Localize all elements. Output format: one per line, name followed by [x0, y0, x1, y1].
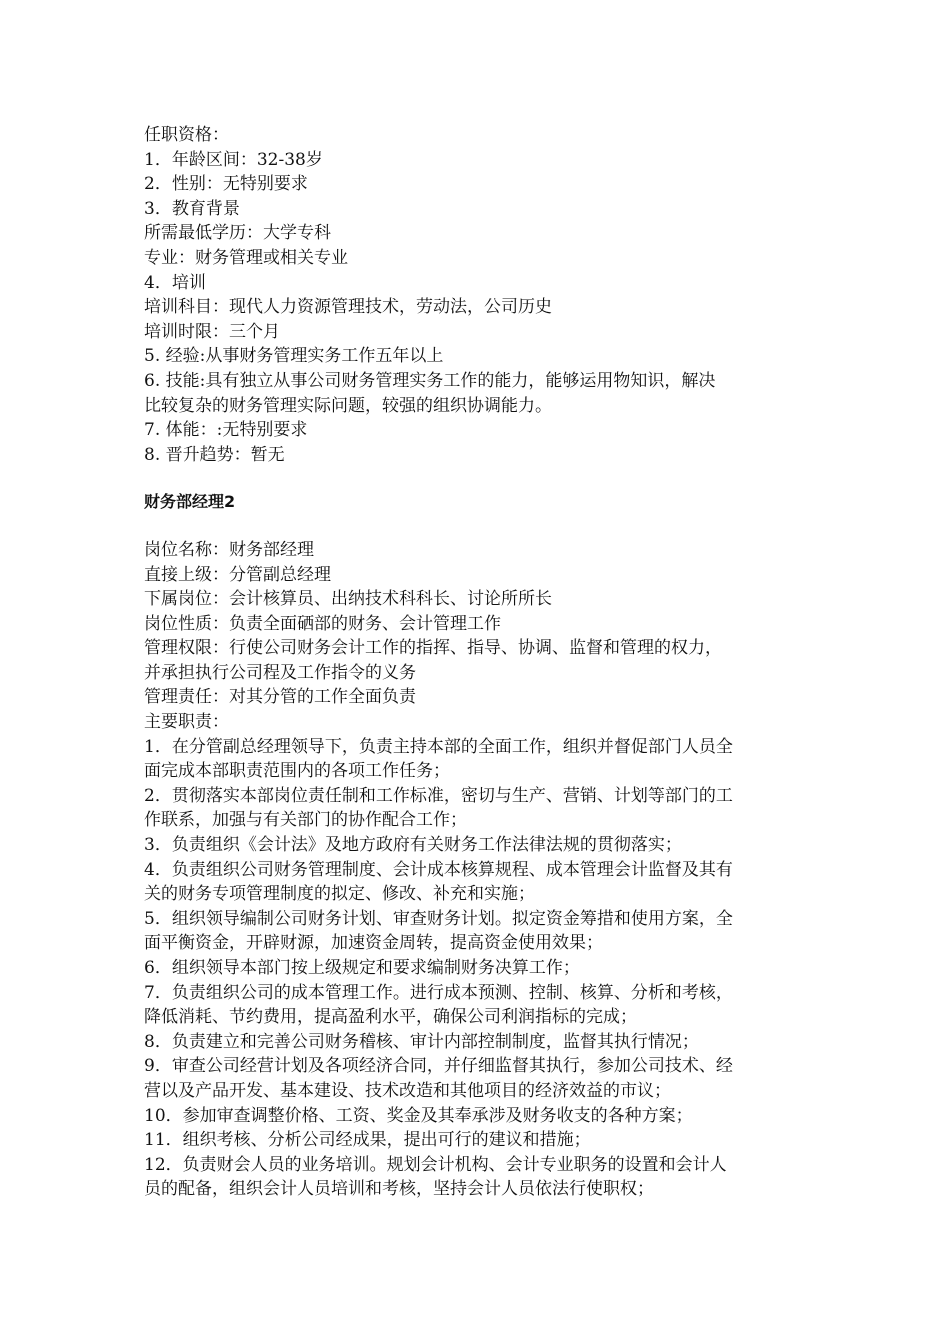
text-line: 培训科目：现代人力资源管理技术，劳动法，公司历史 — [144, 297, 552, 318]
text-line: 1．年龄区间：32-38岁 — [144, 149, 323, 170]
text-line: 2．性别：无特别要求 — [144, 174, 308, 195]
text-line: 7．负责组织公司的成本管理工作。进行成本预测、控制、核算、分析和考核， — [144, 982, 733, 1003]
text-line: 5. 经验:从事财务管理实务工作五年以上 — [144, 346, 444, 367]
text-line: 面完成本部职责范围内的各项工作任务； — [144, 761, 450, 782]
text-line: 作联系，加强与有关部门的协作配合工作； — [144, 810, 467, 831]
text-line: 3．负责组织《会计法》及地方政府有关财务工作法律法规的贯彻落实； — [144, 835, 682, 856]
text-line: 下属岗位：会计核算员、出纳技术科科长、讨论所所长 — [144, 589, 552, 610]
qualifications-block — [144, 123, 814, 467]
text-line: 10．参加审查调整价格、工资、奖金及其奉承涉及财务收支的各种方案； — [144, 1105, 693, 1126]
text-line: 12．负责财会人员的业务培训。规划会计机构、会计专业职务的设置和会计人 — [144, 1154, 727, 1175]
text-line: 主要职责： — [144, 712, 229, 733]
text-line: 并承担执行公司程及工作指令的义务 — [144, 662, 416, 683]
text-line: 8．负责建立和完善公司财务稽核、审计内部控制制度，监督其执行情况； — [144, 1031, 699, 1052]
text-line: 培训时限：三个月 — [144, 321, 280, 342]
text-line: 7. 体能：:无特别要求 — [144, 420, 308, 441]
text-line: 专业：财务管理或相关专业 — [144, 247, 348, 268]
text-line: 8. 晋升趋势：暂无 — [144, 444, 285, 465]
text-line: 11．组织考核、分析公司经成果，提出可行的建议和措施； — [144, 1130, 591, 1151]
text-line: 管理权限：行使公司财务会计工作的指挥、指导、协调、监督和管理的权力， — [144, 638, 722, 659]
text-line: 4．培训 — [144, 272, 206, 293]
text-line: 直接上级：分管副总经理 — [144, 564, 331, 585]
text-line: 员的配备，组织会计人员培训和考核，坚持会计人员依法行使职权； — [144, 1179, 654, 1200]
text-line: 2．贯彻落实本部岗位责任制和工作标准，密切与生产、营销、计划等部门的工 — [144, 785, 733, 806]
text-line: 4．负责组织公司财务管理制度、会计成本核算规程、成本管理会计监督及其有 — [144, 859, 733, 880]
text-line: 5．组织领导编制公司财务计划、审查财务计划。拟定资金筹措和使用方案，全 — [144, 908, 733, 929]
text-line: 营以及产品开发、基本建设、技术改造和其他项目的经济效益的市议； — [144, 1080, 671, 1101]
text-line: 面平衡资金，开辟财源，加速资金周转，提高资金使用效果； — [144, 933, 603, 954]
text-line: 3．教育背景 — [144, 198, 240, 219]
text-line: 管理责任：对其分管的工作全面负责 — [144, 687, 416, 708]
text-line: 9．审查公司经营计划及各项经济合同，并仔细监督其执行，参加公司技术、经 — [144, 1056, 733, 1077]
text-line: 降低消耗、节约费用，提高盈利水平，确保公司利润指标的完成； — [144, 1007, 637, 1028]
text-line: 1．在分管副总经理领导下，负责主持本部的全面工作，组织并督促部门人员全 — [144, 736, 733, 757]
section-heading: 财务部经理2 — [144, 492, 236, 512]
text-line: 关的财务专项管理制度的拟定、修改、补充和实施； — [144, 884, 535, 905]
text-line: 岗位性质：负责全面硒部的财务、会计管理工作 — [144, 613, 501, 634]
text-line: 6. 技能:具有独立从事公司财务管理实务工作的能力，能够运用物知识，解决 — [144, 370, 716, 391]
text-line: 所需最低学历：大学专科 — [144, 223, 331, 244]
job-description-block — [144, 538, 814, 1202]
text-line: 任职资格： — [144, 125, 229, 145]
text-line: 比较复杂的财务管理实际问题，较强的组织协调能力。 — [144, 395, 552, 416]
text-line: 6．组织领导本部门按上级规定和要求编制财务决算工作； — [144, 958, 580, 978]
text-line: 岗位名称：财务部经理 — [144, 539, 314, 560]
document-page — [144, 123, 814, 1202]
